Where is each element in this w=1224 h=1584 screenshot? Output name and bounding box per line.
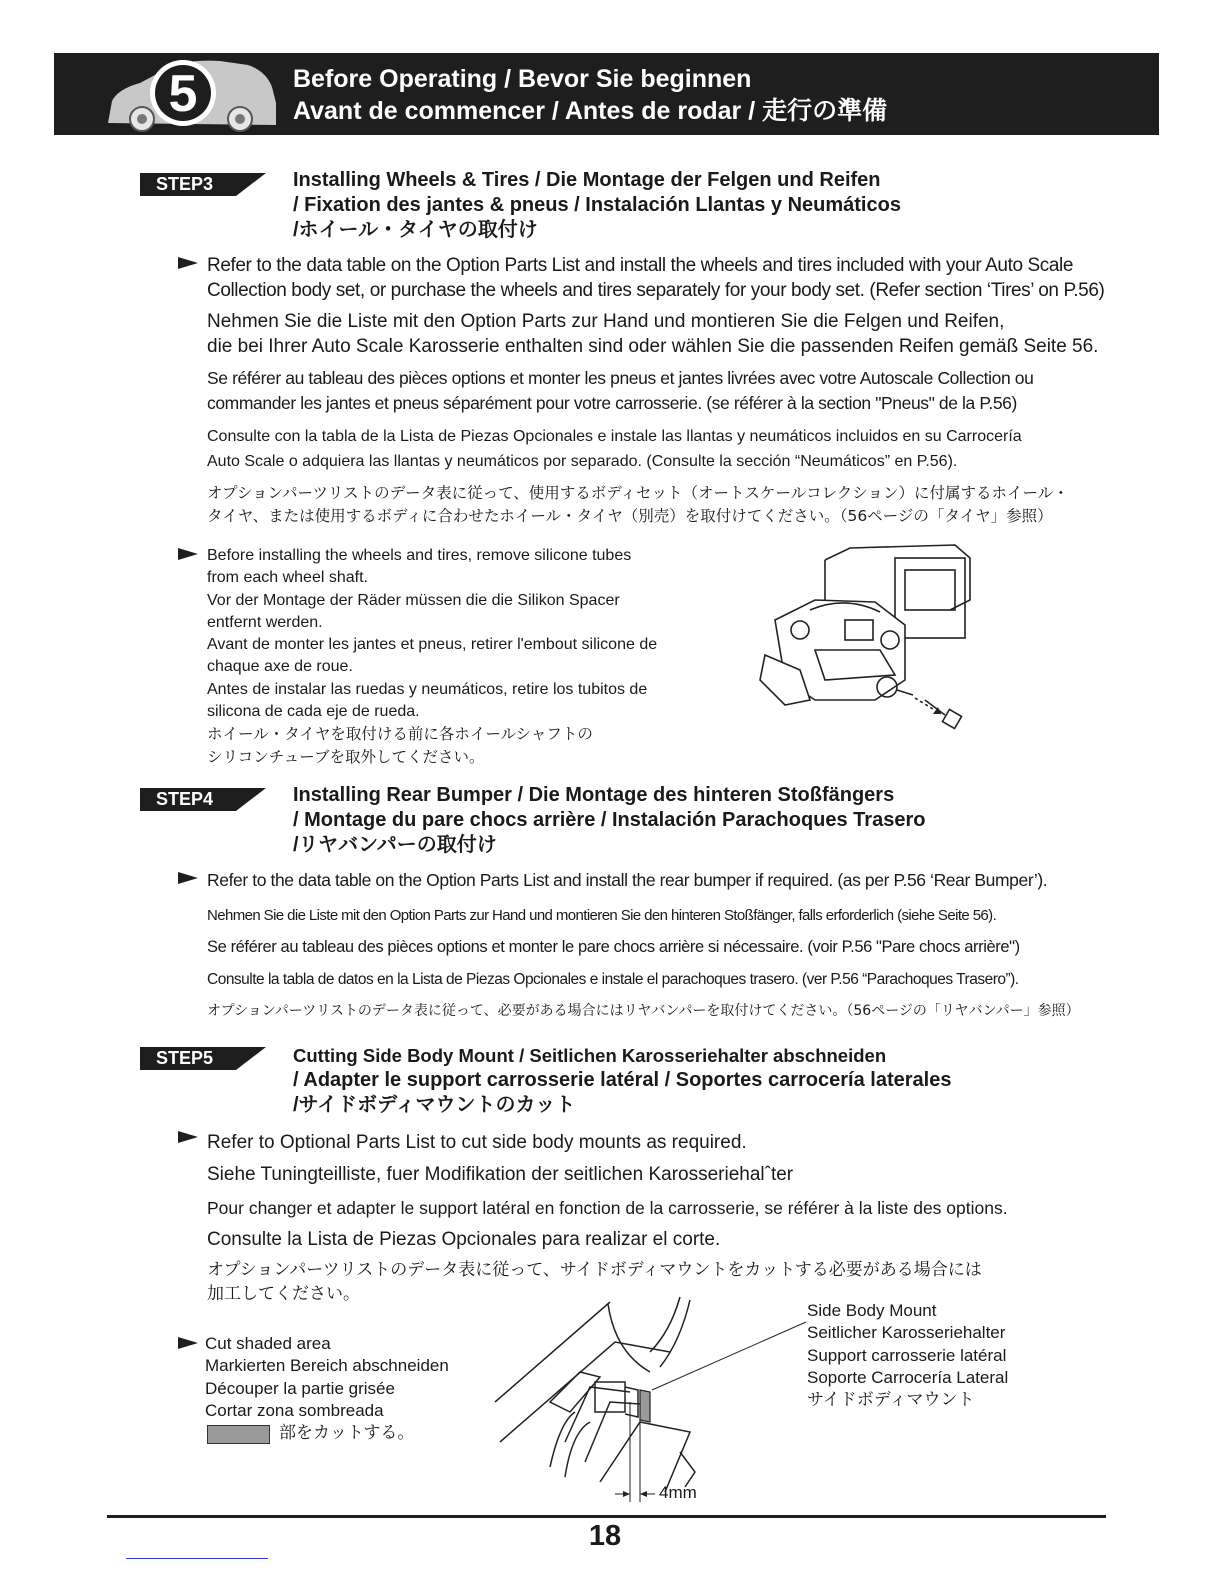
callout-de: Seitlicher Karosseriehalter: [807, 1323, 1006, 1343]
step5-french: Pour changer et adapter le support latéral en fonction de la carrosserie, se référer à la liste des options.: [207, 1198, 1008, 1218]
step3-title-line3: /ホイール・タイヤの取付け: [293, 219, 538, 241]
arrow-bullet-icon: [178, 1131, 198, 1143]
step3-badge: STEP3: [140, 173, 236, 196]
step5-japanese-line2: 加工してください。: [207, 1284, 360, 1304]
step5-german: Siehe Tuningteilliste, fuer Modifikation der seitlichen Karosseriehalˆter: [207, 1164, 794, 1185]
note-line: Antes de instalar las ruedas y neumáticos, retire los tubitos de: [207, 680, 648, 698]
step3-spanish-line1: Consulte con la tabla de la Lista de Piezas Opcionales e instale las llantas y neumáticos incluidos en su Carrocería: [207, 428, 1022, 445]
callout-ja: サイドボディマウント: [807, 1390, 975, 1411]
step3-french-line1: Se référer au tableau des pièces options et monter les pneus et jantes livrées avec votre Autoscale Collection ou: [207, 368, 1034, 388]
page-title: [293, 63, 887, 127]
step3-german-line1: Nehmen Sie die Liste mit den Option Parts zur Hand und montieren Sie die Felgen und Reifen,: [207, 311, 1005, 332]
arrow-bullet-icon: [178, 257, 198, 269]
note-line: Before installing the wheels and tires, remove silicone tubes: [207, 547, 632, 564]
step4-french: Se référer au tableau des pièces options et monter le pare chocs arrière si nécessaire. (voir P.56 "Pare chocs arrière"): [207, 938, 1020, 956]
step5-japanese-line1: オプションパーツリストのデータ表に従って、サイドボディマウントをカットする必要がある場合には: [207, 1260, 982, 1280]
step4-english: Refer to the data table on the Option Parts List and install the rear bumper if required. (as per P.56 ‘Rear Bumper’).: [207, 870, 1048, 890]
step5-title: [293, 1043, 951, 1118]
callout-es: Soporte Carrocería Lateral: [807, 1367, 1009, 1387]
step3-japanese-line1: オプションパーツリストのデータ表に従って、使用するボディセット（オートスケールコレクション）に付属するホイール・: [207, 484, 1069, 502]
footer-divider: [107, 1515, 1106, 1518]
step5-spanish: Consulte la Lista de Piezas Opcionales para realizar el corte.: [207, 1229, 721, 1250]
step3-spanish-line2: Auto Scale o adquiera las llantas y neumáticos por separado. (Consulte la sección “Neumáticos” en P.56).: [207, 453, 958, 470]
step3-english: [207, 253, 1142, 303]
cut-instruction-es: Cortar zona sombreada: [205, 1400, 384, 1420]
callout-fr: Support carrosserie latéral: [807, 1345, 1007, 1365]
step3-german-line2: die bei Ihrer Auto Scale Karosserie enthalten sind oder wählen Sie die passenden Reifen gemäß Seite 56.: [207, 336, 1099, 357]
page-number: 18: [588, 1520, 622, 1552]
arrow-bullet-icon: [178, 872, 198, 884]
step3-french: [207, 366, 1142, 416]
cut-instructions: [205, 1333, 495, 1422]
link-underline: [126, 1558, 268, 1559]
gearbox-illustration: [755, 540, 980, 740]
step3-title: [293, 168, 901, 243]
arrow-bullet-icon: [178, 548, 198, 560]
note-line: ホイール・タイヤを取付ける前に各ホイールシャフトの: [207, 725, 593, 744]
step3-french-line2: commander les jantes et pneus séparément pour votre carrosserie. (se référer à la section "Pneus" de la P.56): [207, 393, 1017, 413]
side-body-mount-illustration: [490, 1292, 820, 1502]
step4-badge: STEP4: [140, 788, 236, 811]
cut-instruction-de: Markierten Bereich abschneiden: [205, 1356, 449, 1376]
note-line: シリコンチューブを取外してください。: [207, 748, 485, 767]
note-line: chaque axe de roue.: [207, 658, 353, 676]
arrow-bullet-icon: [178, 1337, 198, 1349]
step5-title-line1: Cutting Side Body Mount / Seitlichen Karosseriehalter abschneiden: [293, 1045, 887, 1066]
car-silhouette-icon: [100, 53, 280, 135]
step4-title-line3: /リヤバンパーの取付け: [293, 834, 497, 856]
step4-japanese: オプションパーツリストのデータ表に従って、必要がある場合にはリヤバンパーを取付けてください。（56ページの「リヤバンパー」参照）: [207, 1003, 1080, 1019]
dimension-label: 4mm: [659, 1483, 697, 1502]
step3-note: [207, 545, 747, 769]
step3-japanese: [207, 482, 1142, 528]
step3-spanish: [207, 424, 1142, 474]
page-title-line2: Avant de commencer / Antes de rodar / 走行の準備: [293, 97, 888, 125]
callout-en: Side Body Mount: [807, 1301, 937, 1320]
note-line: entfernt werden.: [207, 613, 323, 631]
step3-english-line2: Collection body set, or purchase the wheels and tires separately for your body set. (Refer section ‘Tires’ on P.56): [207, 280, 1105, 301]
step4-spanish: Consulte la tabla de datos en la Lista de Piezas Opcionales e instale el parachoques trasero. (ver P.56 “Parachoques Trasero”).: [207, 971, 1019, 988]
step4-title: [293, 783, 925, 858]
section-number: 5: [168, 65, 198, 123]
step3-japanese-line2: タイヤ、または使用するボディに合わせたホイール・タイヤ（別売）を取付けてください。（56ページの「タイヤ」参照）: [207, 507, 1053, 525]
shaded-area-swatch: [207, 1425, 270, 1444]
side-body-mount-callout: [807, 1300, 1107, 1412]
note-line: from each wheel shaft.: [207, 569, 368, 587]
step3-german: [207, 309, 1142, 359]
page-title-line1: Before Operating / Bevor Sie beginnen: [293, 65, 752, 93]
step3-title-line1: Installing Wheels & Tires / Die Montage der Felgen und Reifen: [293, 169, 881, 191]
note-line: Avant de monter les jantes et pneus, retirer l'embout silicone de: [207, 636, 658, 654]
step4-german: Nehmen Sie die Liste mit den Option Parts zur Hand und montieren Sie den hinteren Stoßfänger, falls erforderlich (siehe Seite 56).: [207, 907, 997, 924]
callout-leader-line: [652, 1322, 806, 1390]
step3-title-line2: / Fixation des jantes & pneus / Instalación Llantas y Neumáticos: [293, 194, 901, 216]
cut-instruction-en: Cut shaded area: [205, 1334, 331, 1353]
cut-instruction-ja: 部をカットする。: [279, 1423, 415, 1443]
cut-instruction-fr: Découper la partie grisée: [205, 1378, 395, 1398]
step5-badge: STEP5: [140, 1047, 236, 1070]
step5-title-line3: /サイドボディマウントのカット: [293, 1094, 576, 1116]
note-line: silicona de cada eje de rueda.: [207, 703, 420, 721]
step3-english-line1: Refer to the data table on the Option Parts List and install the wheels and tires included with your Auto Scale: [207, 255, 1074, 276]
step4-title-line2: / Montage du pare chocs arrière / Instalación Parachoques Trasero: [293, 809, 926, 831]
step5-title-line2: / Adapter le support carrosserie latéral / Soportes carrocería laterales: [293, 1069, 952, 1091]
step4-title-line1: Installing Rear Bumper / Die Montage des hinteren Stoßfängers: [293, 784, 895, 806]
step5-english: Refer to Optional Parts List to cut side body mounts as required.: [207, 1132, 747, 1153]
shaded-cut-area: [640, 1390, 650, 1422]
note-line: Vor der Montage der Räder müssen die die Silikon Spacer: [207, 591, 620, 609]
